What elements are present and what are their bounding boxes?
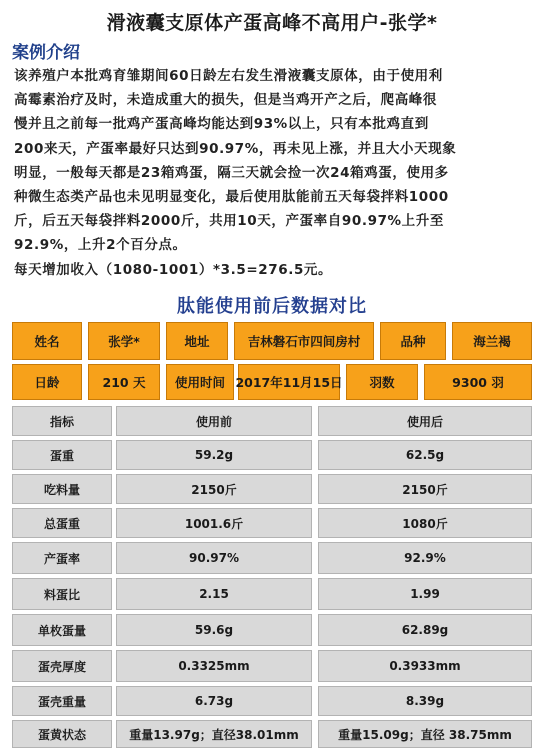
case-income-line: 每天增加收入（1080-1001）*3.5=276.5元。 <box>14 261 333 278</box>
age-value: 210 天 <box>88 364 160 400</box>
breed-label: 品种 <box>380 322 446 360</box>
address-value: 吉林磐石市四间房村 <box>234 322 374 360</box>
breed-value: 海兰褐 <box>452 322 532 360</box>
table-header-after: 使用后 <box>318 406 532 436</box>
table-row-before: 1001.6斤 <box>116 508 312 538</box>
address-label: 地址 <box>166 322 228 360</box>
case-line: 种微生态类产品也未见明显变化，最后使用肽能前五天每袋拌料1000 <box>14 189 449 206</box>
table-row-metric: 蛋壳厚度 <box>12 650 112 682</box>
case-line: 斤，后五天每袋拌料2000斤，共用10天，产蛋率自90.97%上升至 <box>14 213 444 230</box>
count-label: 羽数 <box>346 364 418 400</box>
count-value: 9300 羽 <box>424 364 532 400</box>
comparison-table <box>0 402 544 748</box>
case-line: 明显，一般每天都是23箱鸡蛋，隔三天就会捡一次24箱鸡蛋，使用多 <box>14 164 449 181</box>
page-title: 滑液囊支原体产蛋高峰不高用户-张学* <box>106 12 438 34</box>
table-row-before: 59.2g <box>116 440 312 470</box>
table-row-before: 重量13.97g；直径38.01mm <box>116 720 312 748</box>
case-line: 高霉素治疗及时，未造成重大的损失，但是当鸡开产之后，爬高峰很 <box>14 92 437 109</box>
name-value: 张学* <box>88 322 160 360</box>
table-row-metric: 吃料量 <box>12 474 112 504</box>
case-line: 慢并且之前每一批鸡产蛋高峰均能达到93%以上，只有本批鸡直到 <box>14 116 429 133</box>
table-row-metric: 单枚蛋量 <box>12 614 112 646</box>
table-row-after: 0.3933mm <box>318 650 532 682</box>
date-label: 使用时间 <box>166 364 234 400</box>
table-row-after: 8.39g <box>318 686 532 716</box>
case-heading: 案例介绍 <box>12 43 80 63</box>
table-row-after: 1080斤 <box>318 508 532 538</box>
table-row-after: 2150斤 <box>318 474 532 504</box>
table-row-metric: 蛋重 <box>12 440 112 470</box>
table-row-after: 62.5g <box>318 440 532 470</box>
table-row-metric: 产蛋率 <box>12 542 112 574</box>
case-line: 92.9%，上升2个百分点。 <box>14 237 187 254</box>
table-row-after: 重量15.09g；直径 38.75mm <box>318 720 532 748</box>
age-label: 日龄 <box>12 364 82 400</box>
table-header-before: 使用前 <box>116 406 312 436</box>
name-label: 姓名 <box>12 322 82 360</box>
case-line: 该养殖户本批鸡育雏期间60日龄左右发生滑液囊支原体，由于使用利 <box>14 68 443 84</box>
table-row-metric: 蛋壳重量 <box>12 686 112 716</box>
table-row-metric: 料蛋比 <box>12 578 112 610</box>
table-row-metric: 总蛋重 <box>12 508 112 538</box>
table-row-before: 6.73g <box>116 686 312 716</box>
case-description <box>14 64 532 282</box>
table-row-before: 0.3325mm <box>116 650 312 682</box>
table-row-after: 1.99 <box>318 578 532 610</box>
table-header-metric: 指标 <box>12 406 112 436</box>
comparison-title: 肽能使用前后数据对比 <box>177 296 367 317</box>
table-row-after: 62.89g <box>318 614 532 646</box>
table-row-after: 92.9% <box>318 542 532 574</box>
date-value: 2017年11月15日 <box>238 364 340 400</box>
table-row-before: 59.6g <box>116 614 312 646</box>
case-line: 200来天，产蛋率最好只达到90.97%，再未见上涨，并且大小天现象 <box>14 140 457 157</box>
table-row-before: 2150斤 <box>116 474 312 504</box>
table-row-before: 2.15 <box>116 578 312 610</box>
table-row-metric: 蛋黄状态 <box>12 720 112 748</box>
table-row-before: 90.97% <box>116 542 312 574</box>
